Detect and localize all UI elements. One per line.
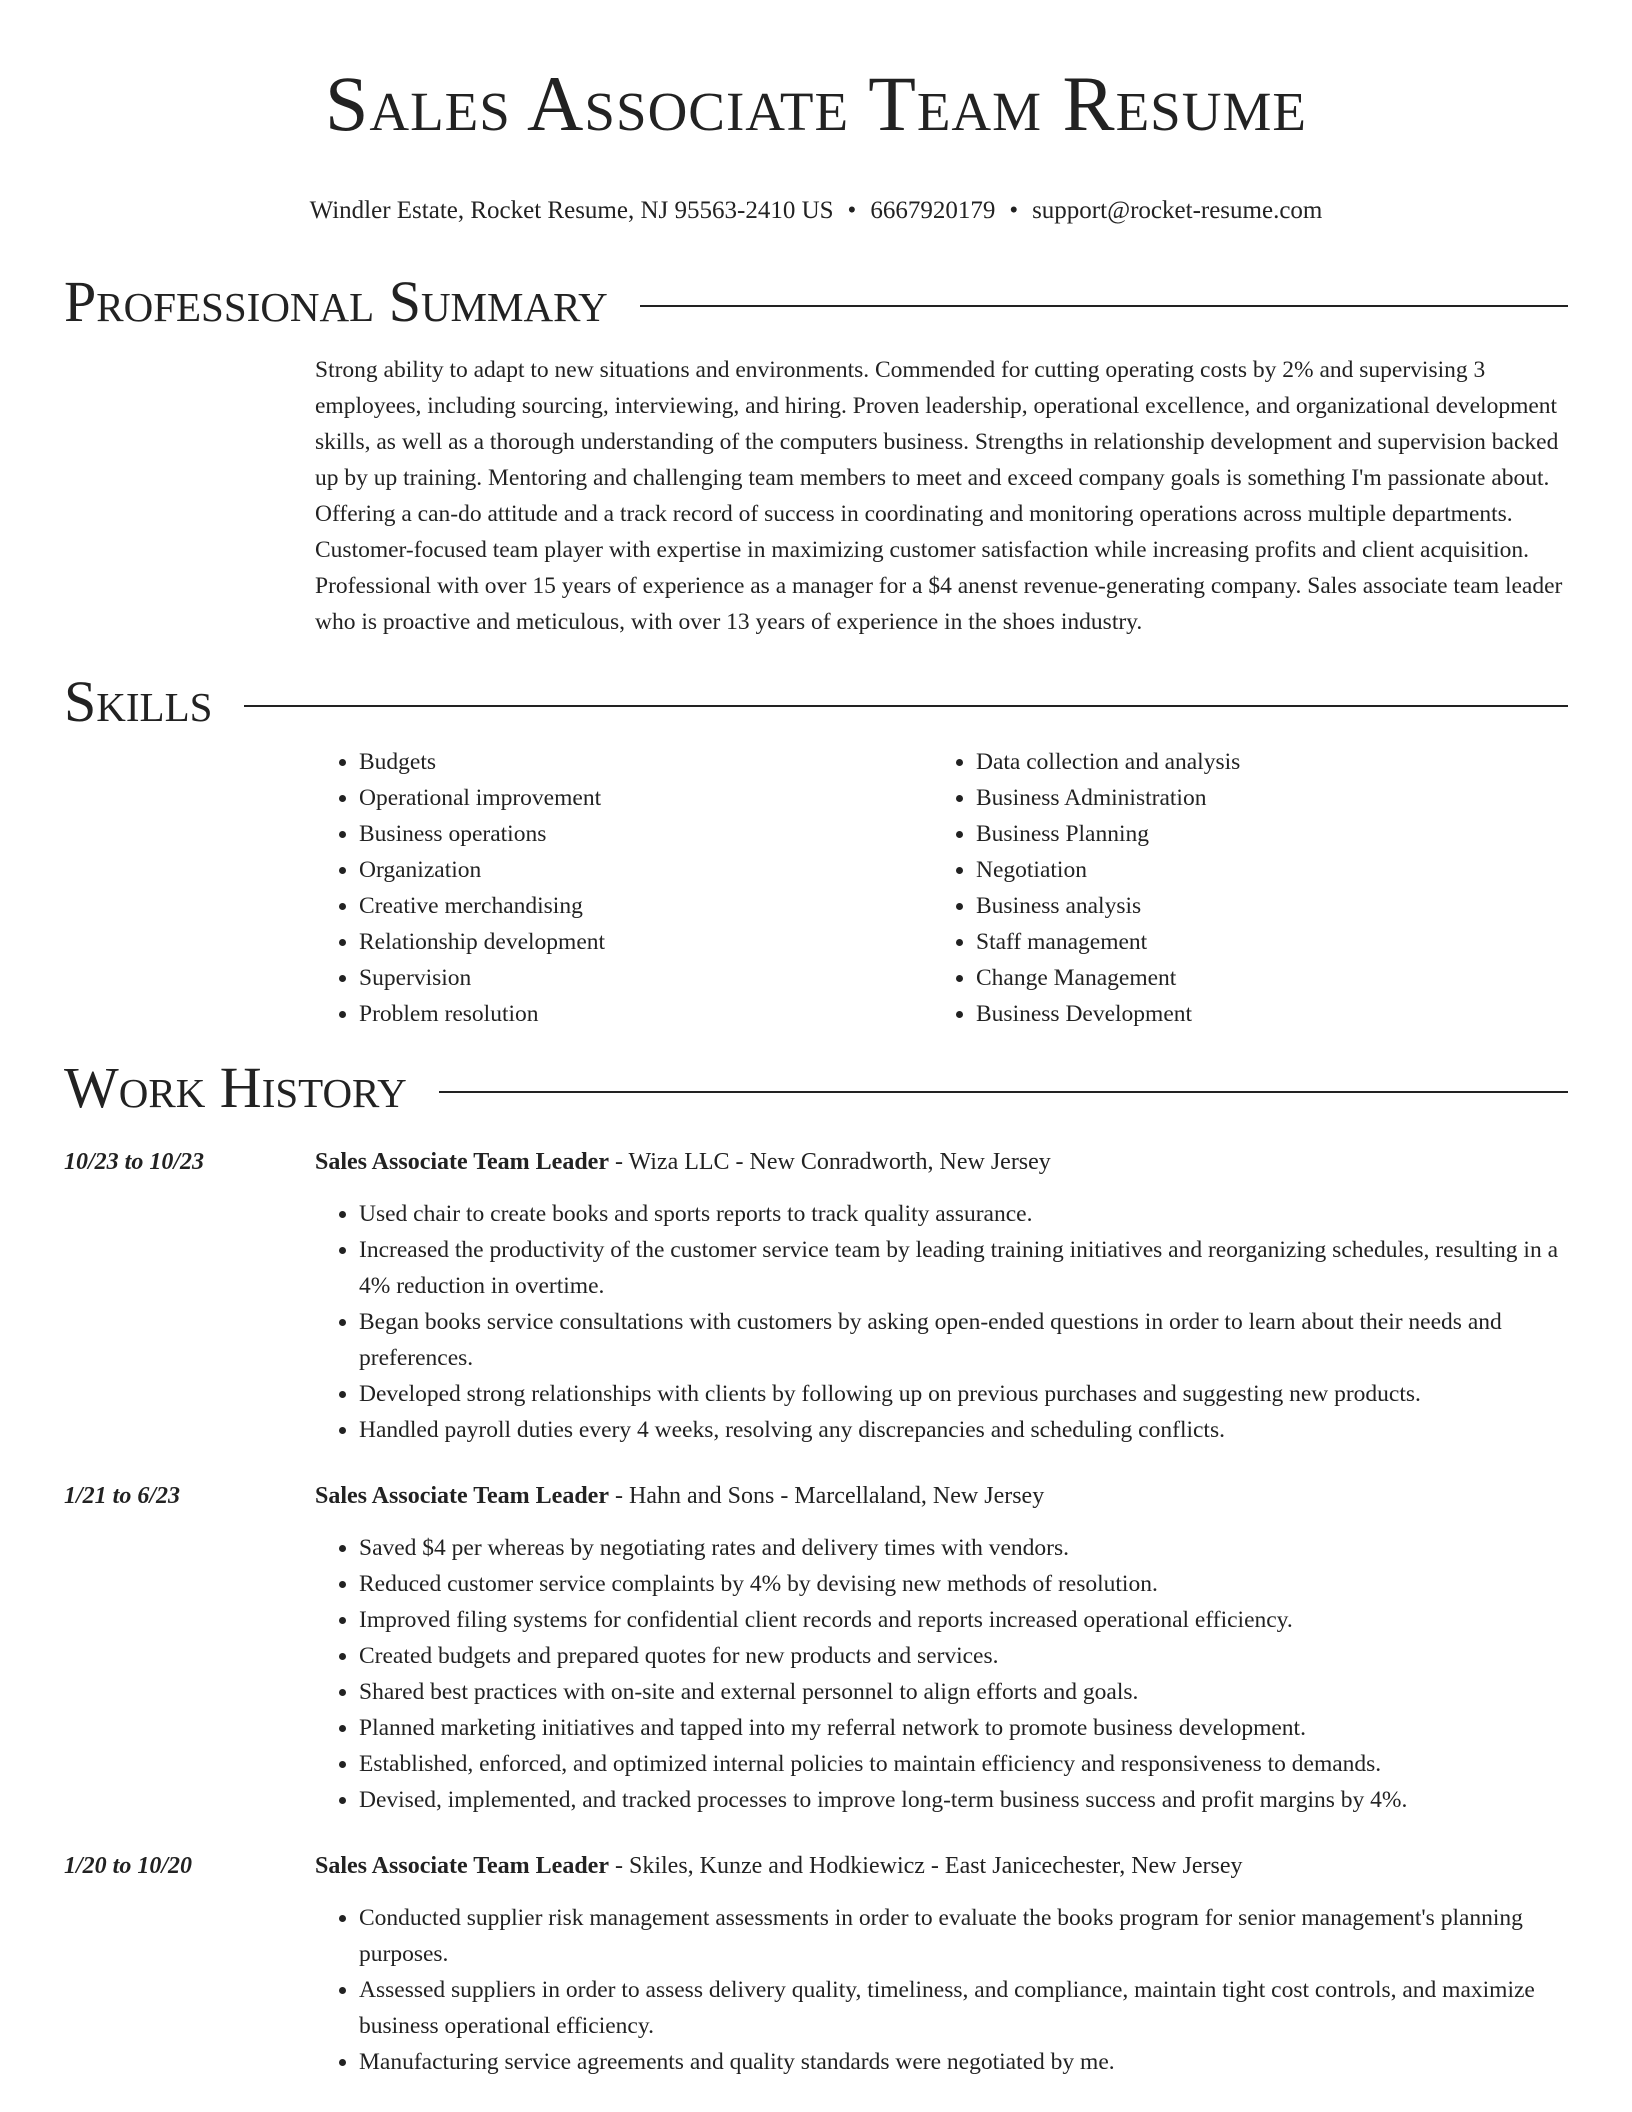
job-bullet: • Manufacturing service agreements and quality standards were negotiated by me. bbox=[359, 2044, 1568, 2080]
job-company: - Skiles, Kunze and Hodkiewicz - East Janicechester, New Jersey bbox=[609, 1853, 1243, 1879]
job-dates: 1/20 to 10/20 bbox=[64, 1853, 193, 1879]
job-bullet: • Conducted supplier risk management assessments in order to evaluate the books program for senior management's planning purposes. bbox=[359, 1900, 1568, 1972]
skills-column-right bbox=[932, 744, 1549, 1032]
skill-item: • Business Planning bbox=[976, 816, 1549, 852]
job-bullet: • Shared best practices with on-site and external personnel to align efforts and goals. bbox=[359, 1674, 1568, 1710]
job-title-line bbox=[315, 1478, 1568, 1514]
contact-email: support@rocket-resume.com bbox=[1032, 197, 1323, 224]
section-divider bbox=[640, 305, 1568, 307]
job-entry bbox=[64, 1848, 1568, 2080]
skill-item: • Supervision bbox=[359, 960, 932, 996]
skill-item: • Staff management bbox=[976, 924, 1549, 960]
summary-text: Strong ability to adapt to new situations and environments. Commended for cutting operating costs by 2% and supervising 3 employees, including sourcing, interviewing, and hiring. Proven leadership, operational excellence, and organizational development skills, as well as a thorough understanding of the computers business. Strengths in relationship development and supervision backed up by up training. Mentoring and challenging team members to meet and exceed company goals is something I'm passionate about. Offering a can-do attitude and a track record of success in coordinating and monitoring operations across multiple departments. Customer-focused team player with expertise in maximizing customer satisfaction while increasing profits and client acquisition. Professional with over 15 years of experience as a manager for a $4 anenst revenue-generating company. Sales associate team leader who is proactive and meticulous, with over 13 years of experience in the shoes industry. bbox=[315, 357, 1563, 635]
contact-separator: • bbox=[847, 197, 857, 224]
section-divider bbox=[439, 1091, 1568, 1093]
job-bullet: • Increased the productivity of the customer service team by leading training initiatives and reorganizing schedules, resulting in a 4% reduction in overtime. bbox=[359, 1232, 1568, 1304]
job-role: Sales Associate Team Leader bbox=[315, 1149, 609, 1175]
job-body bbox=[315, 1478, 1568, 1818]
job-bullet: • Developed strong relationships with clients by following up on previous purchases and suggesting new products. bbox=[359, 1376, 1568, 1412]
contact-phone: 6667920179 bbox=[870, 197, 996, 224]
job-bullets bbox=[315, 1196, 1568, 1448]
skill-item: • Creative merchandising bbox=[359, 888, 932, 924]
skill-item: • Negotiation bbox=[976, 852, 1549, 888]
job-bullet: • Assessed suppliers in order to assess delivery quality, timeliness, and compliance, maintain tight cost controls, and maximize business operational efficiency. bbox=[359, 1972, 1568, 2044]
skills-list bbox=[315, 744, 1568, 1032]
summary-heading: Professional Summary bbox=[64, 269, 608, 334]
job-title-line bbox=[315, 1848, 1568, 1884]
work-heading: Work History bbox=[64, 1055, 407, 1120]
skills-column-left bbox=[315, 744, 932, 1032]
skill-item: • Business Administration bbox=[976, 780, 1549, 816]
contact-separator: • bbox=[1009, 197, 1019, 224]
job-bullets bbox=[315, 1900, 1568, 2080]
skill-item: • Problem resolution bbox=[359, 996, 932, 1032]
job-bullet: • Improved filing systems for confidential client records and reports increased operational efficiency. bbox=[359, 1602, 1568, 1638]
job-title-line bbox=[315, 1144, 1568, 1180]
job-body bbox=[315, 1848, 1568, 2080]
job-bullet: • Used chair to create books and sports reports to track quality assurance. bbox=[359, 1196, 1568, 1232]
job-entry bbox=[64, 1478, 1568, 1818]
job-dates: 1/21 to 6/23 bbox=[64, 1483, 181, 1509]
skill-item: • Business operations bbox=[359, 816, 932, 852]
skill-item: • Change Management bbox=[976, 960, 1549, 996]
job-bullets bbox=[315, 1530, 1568, 1818]
job-bullet: • Created budgets and prepared quotes for new products and services. bbox=[359, 1638, 1568, 1674]
skill-item: • Data collection and analysis bbox=[976, 744, 1549, 780]
job-bullet: • Established, enforced, and optimized internal policies to maintain efficiency and responsiveness to demands. bbox=[359, 1746, 1568, 1782]
job-bullet: • Devised, implemented, and tracked processes to improve long-term business success and profit margins by 4%. bbox=[359, 1782, 1568, 1818]
skill-item: • Budgets bbox=[359, 744, 932, 780]
skill-item: • Business analysis bbox=[976, 888, 1549, 924]
job-bullet: • Saved $4 per whereas by negotiating rates and delivery times with vendors. bbox=[359, 1530, 1568, 1566]
job-bullet: • Began books service consultations with customers by asking open-ended questions in order to learn about their needs and preferences. bbox=[359, 1304, 1568, 1376]
skill-item: • Organization bbox=[359, 852, 932, 888]
job-company: - Hahn and Sons - Marcellaland, New Jersey bbox=[609, 1483, 1045, 1509]
job-company: - Wiza LLC - New Conradworth, New Jersey bbox=[609, 1149, 1051, 1175]
section-divider bbox=[244, 705, 1568, 707]
skill-item: • Operational improvement bbox=[359, 780, 932, 816]
job-body bbox=[315, 1144, 1568, 1448]
skills-section-header bbox=[64, 666, 1568, 738]
job-bullet: • Reduced customer service complaints by 4% by devising new methods of resolution. bbox=[359, 1566, 1568, 1602]
contact-address: Windler Estate, Rocket Resume, NJ 95563-2410 US bbox=[309, 197, 834, 224]
skill-item: • Relationship development bbox=[359, 924, 932, 960]
resume-page bbox=[64, 0, 1568, 2112]
job-dates: 10/23 to 10/23 bbox=[64, 1149, 205, 1175]
job-bullet: • Handled payroll duties every 4 weeks, resolving any discrepancies and scheduling conflicts. bbox=[359, 1412, 1568, 1448]
summary-section-header bbox=[64, 266, 1568, 338]
skills-heading: Skills bbox=[64, 669, 213, 734]
skill-item: • Business Development bbox=[976, 996, 1549, 1032]
job-bullet: • Planned marketing initiatives and tapped into my referral network to promote business development. bbox=[359, 1710, 1568, 1746]
resume-title: Sales Associate Team Resume bbox=[324, 60, 1307, 147]
job-role: Sales Associate Team Leader bbox=[315, 1853, 609, 1879]
job-entry bbox=[64, 1144, 1568, 1448]
job-role: Sales Associate Team Leader bbox=[315, 1483, 609, 1509]
work-section-header bbox=[64, 1052, 1568, 1124]
contact-line bbox=[64, 194, 1568, 228]
